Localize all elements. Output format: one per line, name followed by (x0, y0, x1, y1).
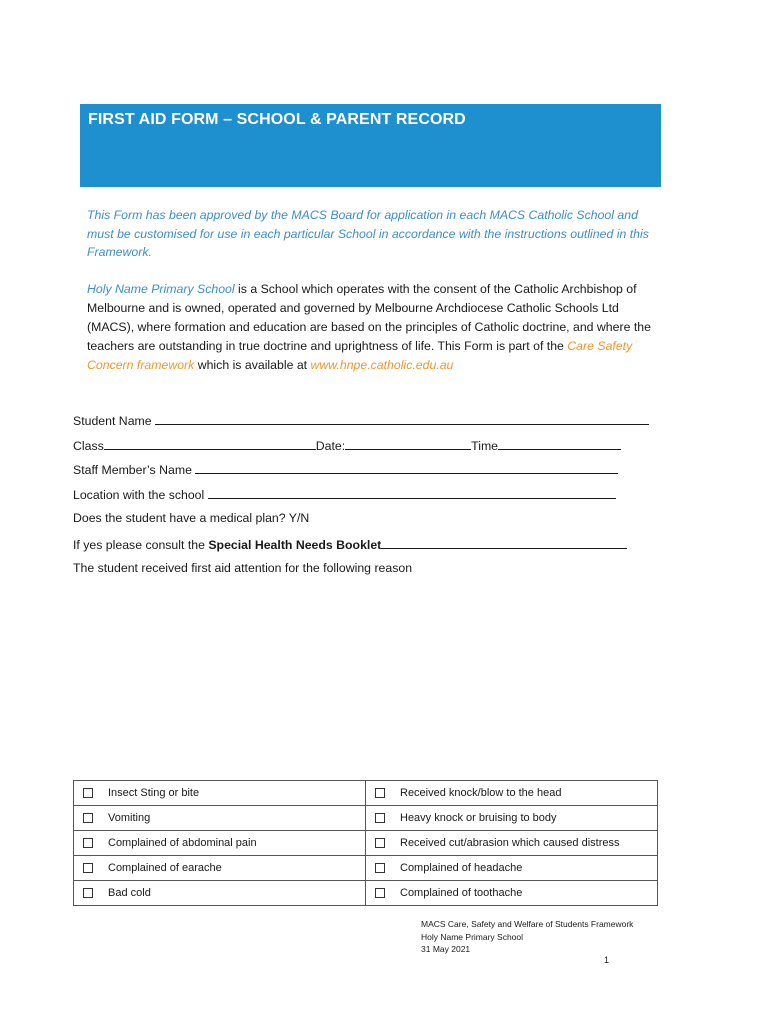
medical-plan-row (73, 511, 309, 525)
description-text-1: is a School which operates with the consent of the Catholic Archbishop of Melbourne and is owned, operated and governed by Melbourne Archdiocese Catholic Schools Ltd (MACS), where formation and education are based on the principles of Catholic doctrine, and where the teachers are outstanding in true doctrine and uprightness of life. This Form is part of the (87, 282, 651, 353)
staff-member-field[interactable] (195, 461, 618, 474)
reason-label: Complained of earache (108, 862, 222, 874)
reason-label: Complained of headache (400, 862, 523, 874)
staff-member-row (73, 461, 618, 477)
reason-option[interactable] (74, 881, 366, 906)
reason-option[interactable] (366, 881, 658, 906)
consult-row (73, 536, 627, 552)
reason-option-content (74, 887, 365, 899)
school-name: Holy Name Primary School (87, 282, 235, 296)
checkbox[interactable] (375, 788, 385, 798)
checkbox[interactable] (83, 863, 93, 873)
table-row (74, 856, 658, 881)
location-label: Location with the school (73, 488, 205, 502)
footer-school: Holy Name Primary School (421, 931, 524, 942)
approval-notice: This Form has been approved by the MACS Board for application in each MACS Catholic School and must be customised for use in each particular School in accordance with the instructions outlined in this Framework. (87, 208, 649, 259)
reason-option-content (74, 837, 365, 849)
table-row (74, 781, 658, 806)
checkbox[interactable] (83, 838, 93, 848)
reason-option-content (366, 862, 657, 874)
reason-label: Received knock/blow to the head (400, 787, 562, 799)
reason-label: Vomiting (108, 812, 151, 824)
student-name-label: Student Name (73, 414, 152, 428)
reason-option-content (74, 787, 365, 799)
reason-option-content (74, 812, 365, 824)
reason-option[interactable] (366, 806, 658, 831)
student-name-field[interactable] (155, 412, 649, 425)
consult-field[interactable] (381, 536, 627, 549)
class-date-time-row (73, 437, 621, 453)
checkbox[interactable] (375, 888, 385, 898)
reason-label: Insect Sting or bite (108, 787, 200, 799)
reason-option[interactable] (366, 831, 658, 856)
checkbox[interactable] (83, 788, 93, 798)
form-title-banner (80, 104, 661, 187)
page-number: 1 (604, 955, 610, 965)
footer-date: 31 May 2021 (421, 944, 471, 954)
checkbox[interactable] (375, 863, 385, 873)
reason-prompt: The student received first aid attention for the following reason (73, 561, 413, 575)
class-label: Class (73, 439, 104, 453)
reason-label: Received cut/abrasion which caused distress (400, 837, 620, 849)
reason-option-content (366, 887, 657, 899)
special-health-booklet: Special Health Needs Booklet (208, 538, 382, 552)
framework-link[interactable]: Care Safety Concern framework (87, 339, 633, 372)
checkbox[interactable] (375, 813, 385, 823)
reason-label: Heavy knock or bruising to body (400, 812, 557, 824)
school-description (87, 280, 655, 375)
reasons-checklist (73, 780, 658, 906)
reason-option[interactable] (366, 781, 658, 806)
reason-option[interactable] (74, 831, 366, 856)
time-label: Time (471, 439, 499, 453)
student-name-row (73, 412, 649, 428)
reason-option-content (74, 862, 365, 874)
date-label: Date: (315, 439, 346, 453)
reason-option[interactable] (366, 856, 658, 881)
table-row (74, 881, 658, 906)
reason-label: Complained of toothache (400, 887, 523, 899)
reason-option-content (366, 837, 657, 849)
reason-option-content (366, 787, 657, 799)
consult-text: If yes please consult the (73, 538, 209, 552)
reason-label: Complained of abdominal pain (108, 837, 257, 849)
checkbox[interactable] (375, 838, 385, 848)
checkbox[interactable] (83, 888, 93, 898)
reason-option[interactable] (74, 806, 366, 831)
reason-option[interactable] (74, 781, 366, 806)
description-text-2: which is available at (194, 358, 311, 372)
reason-label: Bad cold (108, 887, 151, 899)
website-link[interactable]: www.hnpe.catholic.edu.au (310, 358, 454, 372)
table-row (74, 806, 658, 831)
checkbox[interactable] (83, 813, 93, 823)
time-field[interactable] (498, 437, 621, 450)
location-row (73, 486, 616, 502)
page-footer (421, 918, 633, 956)
class-field[interactable] (104, 437, 316, 450)
medical-plan-question: Does the student have a medical plan? Y/N (73, 511, 310, 525)
location-field[interactable] (208, 486, 616, 499)
reason-option-content (366, 812, 657, 824)
footer-framework: MACS Care, Safety and Welfare of Students Framework (421, 919, 634, 929)
reason-option[interactable] (74, 856, 366, 881)
form-title: FIRST AID FORM – SCHOOL & PARENT RECORD (88, 111, 466, 128)
table-row (74, 831, 658, 856)
staff-member-label: Staff Member’s Name (73, 463, 192, 477)
date-field[interactable] (345, 437, 471, 450)
